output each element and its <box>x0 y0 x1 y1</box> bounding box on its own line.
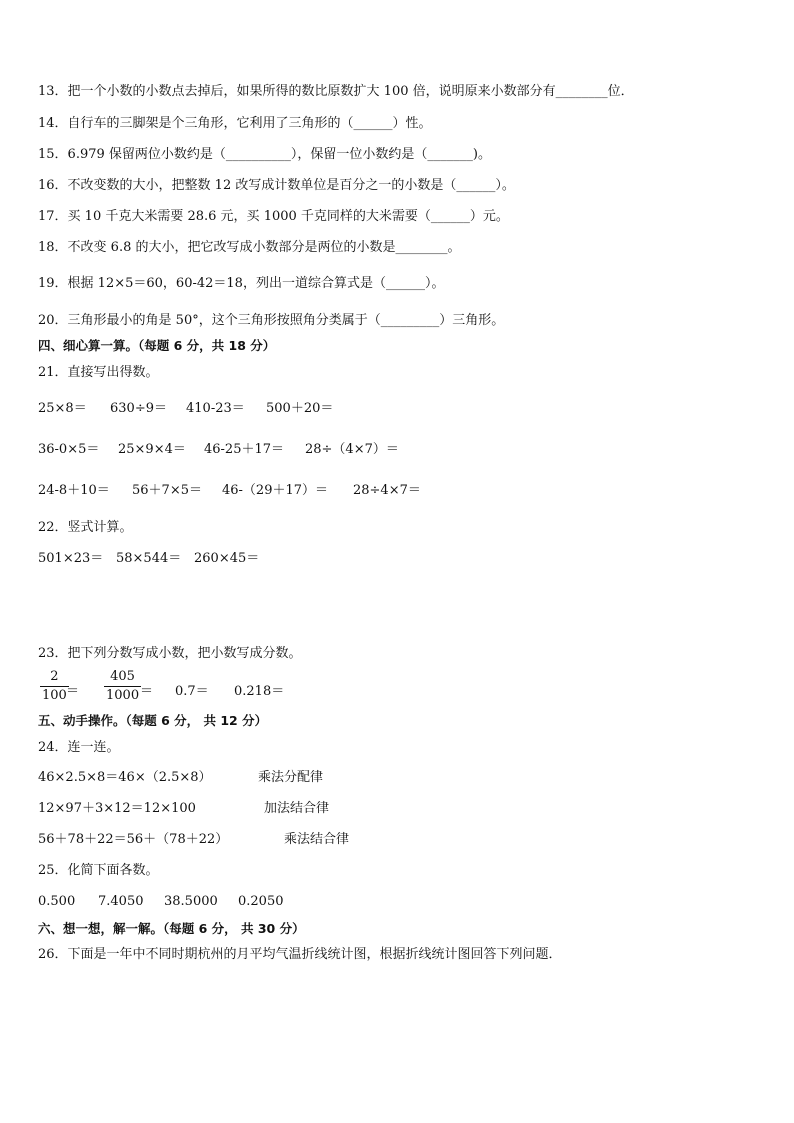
q21-item: 24-8＋10＝ <box>38 483 110 498</box>
q24-law: 乘法结合律 <box>284 832 350 847</box>
q21-item: 28÷4×7＝ <box>353 483 421 498</box>
q21-item: 500＋20＝ <box>266 401 334 416</box>
question-21: 21．直接写出得数。 <box>38 365 159 380</box>
fraction-denominator: 100 <box>42 688 67 703</box>
fraction-405-1000 <box>104 669 141 704</box>
decimal-item: 0.218＝ <box>234 684 285 699</box>
question-13: 13．把一个小数的小数点去掉后，如果所得的数比原数扩大 100 倍，说明原来小数部分有________位． <box>38 84 634 99</box>
question-26: 26．下面是一年中不同时期杭州的月平均气温折线统计图，根据折线统计图回答下列问题． <box>38 947 562 962</box>
question-24: 24．连一连。 <box>38 740 120 755</box>
q21-item: 410-23＝ <box>186 401 245 416</box>
question-19: 19．根据 12×5＝60，60-42＝18，列出一道综合算式是（______）。 <box>38 276 445 291</box>
section-4-title: 四、细心算一算。（每题 6 分，共 18 分） <box>38 338 276 353</box>
q21-item: 46-（29＋17）＝ <box>222 483 329 498</box>
q23-row <box>38 669 338 709</box>
question-17: 17．买 10 千克大米需要 28.6 元，买 1000 千克同样的大米需要（______）元。 <box>38 209 509 224</box>
fraction-bar <box>40 686 69 687</box>
q24-law: 加法结合律 <box>264 801 330 816</box>
q22-item: 260×45＝ <box>194 551 260 566</box>
q21-item: 56＋7×5＝ <box>132 483 202 498</box>
q21-item: 630÷9＝ <box>110 401 167 416</box>
q24-expression: 46×2.5×8＝46×（2.5×8） <box>38 770 212 785</box>
q25-item: 0.500 <box>38 894 76 909</box>
q21-item: 28÷（4×7）＝ <box>305 442 399 457</box>
fraction-2-100 <box>40 669 69 704</box>
q24-expression: 56＋78＋22＝56＋（78＋22） <box>38 832 229 847</box>
question-15: 15．6.979 保留两位小数约是（__________），保留一位小数约是（_______)。 <box>38 147 491 162</box>
question-16: 16．不改变数的大小，把整数 12 改写成计数单位是百分之一的小数是（______）。 <box>38 178 515 193</box>
q24-law: 乘法分配律 <box>258 770 324 785</box>
fraction-bar <box>104 686 141 687</box>
question-18: 18．不改变 6.8 的大小，把它改写成小数部分是两位的小数是________。 <box>38 240 461 255</box>
q25-item: 0.2050 <box>238 894 284 909</box>
q25-item: 38.5000 <box>164 894 218 909</box>
question-23: 23．把下列分数写成小数，把小数写成分数。 <box>38 646 302 661</box>
q21-item: 46-25＋17＝ <box>204 442 285 457</box>
fraction-numerator: 2 <box>50 669 59 684</box>
fraction-numerator: 405 <box>110 669 135 684</box>
fraction-equals: ＝ <box>140 684 154 699</box>
q25-item: 7.4050 <box>98 894 144 909</box>
question-25: 25．化简下面各数。 <box>38 863 159 878</box>
fraction-equals: ＝ <box>66 684 80 699</box>
decimal-item: 0.7＝ <box>175 684 209 699</box>
section-5-title: 五、动手操作。（每题 6 分， 共 12 分） <box>38 713 268 728</box>
question-14: 14．自行车的三脚架是个三角形，它利用了三角形的（______）性。 <box>38 116 432 131</box>
fraction-denominator: 1000 <box>106 688 140 703</box>
q21-item: 25×9×4＝ <box>118 442 186 457</box>
q22-item: 58×544＝ <box>116 551 182 566</box>
q21-item: 25×8＝ <box>38 401 87 416</box>
question-22: 22．竖式计算。 <box>38 520 133 535</box>
section-6-title: 六、想一想，解一解。（每题 6 分， 共 30 分） <box>38 921 305 936</box>
question-20: 20．三角形最小的角是 50°，这个三角形按照角分类属于（_________）三角形。 <box>38 313 505 328</box>
q24-expression: 12×97＋3×12＝12×100 <box>38 801 196 816</box>
q21-item: 36-0×5＝ <box>38 442 100 457</box>
q22-item: 501×23＝ <box>38 551 104 566</box>
